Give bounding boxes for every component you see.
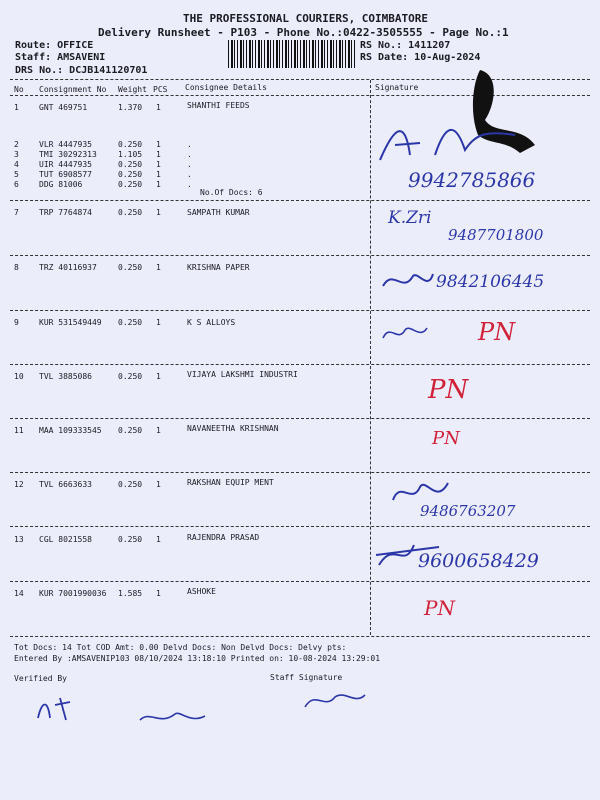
row-consignee: KRISHNA PAPER bbox=[187, 263, 250, 272]
row-consignment: TVL 6663633 bbox=[39, 480, 92, 489]
verifier-signature bbox=[30, 690, 230, 735]
row-consignment: KUR 7001990036 bbox=[39, 589, 107, 598]
col-consignee: Consignee Details bbox=[185, 83, 267, 92]
row-pcs: 1 bbox=[156, 170, 161, 179]
barcode bbox=[228, 40, 356, 68]
rs-date: RS Date: 10-Aug-2024 bbox=[360, 52, 481, 63]
row-pcs: 1 bbox=[156, 372, 161, 381]
row-consignee: . bbox=[187, 160, 192, 169]
row-divider bbox=[10, 255, 590, 256]
row-no: 8 bbox=[14, 263, 19, 272]
row-pcs: 1 bbox=[156, 426, 161, 435]
row-consignee: VIJAYA LAKSHMI INDUSTRI bbox=[187, 370, 298, 379]
row-weight: 0.250 bbox=[118, 372, 143, 381]
row-no: 13 bbox=[14, 535, 24, 544]
row-pcs: 1 bbox=[156, 535, 161, 544]
staff-label: Staff: AMSAVENI bbox=[15, 52, 106, 63]
runsheet-title: Delivery Runsheet - P103 - Phone No.:0422-3505555 - Page No.:1 bbox=[98, 26, 509, 39]
col-no: No bbox=[14, 85, 24, 94]
row-consignee: RAJENDRA PRASAD bbox=[187, 533, 260, 542]
row-divider bbox=[10, 636, 590, 637]
row-consignee: ASHOKE bbox=[187, 587, 216, 596]
row-divider bbox=[10, 310, 590, 311]
row-pcs: 1 bbox=[156, 480, 161, 489]
row-divider bbox=[10, 418, 590, 419]
row-pcs: 1 bbox=[156, 318, 161, 327]
row-consignee: SAMPATH KUMAR bbox=[187, 208, 250, 217]
row-no: 11 bbox=[14, 426, 24, 435]
row-pcs: 1 bbox=[156, 180, 161, 189]
handwritten-phone: 9487701800 bbox=[448, 226, 544, 244]
row-pcs: 1 bbox=[156, 150, 161, 159]
row-weight: 0.250 bbox=[118, 480, 143, 489]
handwritten-name: K.Zri bbox=[388, 208, 432, 228]
row-no: 1 bbox=[14, 103, 19, 112]
row-consignment: TUT 6908577 bbox=[39, 170, 92, 179]
drs-number: DRS No.: DCJB141120701 bbox=[15, 65, 148, 76]
row-weight: 0.250 bbox=[118, 180, 143, 189]
no-of-docs: No.Of Docs: 6 bbox=[200, 188, 263, 197]
row-consignment: UIR 4447935 bbox=[39, 160, 92, 169]
pn-mark: PN bbox=[424, 596, 455, 620]
row-divider bbox=[10, 581, 590, 582]
row-pcs: 1 bbox=[156, 140, 161, 149]
row-pcs: 1 bbox=[156, 263, 161, 272]
row-consignee: . bbox=[187, 170, 192, 179]
row-consignment: MAA 109333545 bbox=[39, 426, 102, 435]
row-consignment: KUR 531549449 bbox=[39, 318, 102, 327]
row-weight: 0.250 bbox=[118, 263, 143, 272]
col-consignment: Consignment No bbox=[39, 85, 107, 94]
signature-scribble bbox=[378, 266, 438, 296]
row-weight: 1.370 bbox=[118, 103, 143, 112]
row-no: 9 bbox=[14, 318, 19, 327]
row-divider bbox=[10, 526, 590, 527]
staff-signature-label: Staff Signature bbox=[270, 673, 343, 682]
signature-column-divider bbox=[370, 80, 371, 635]
verified-by-label: Verified By bbox=[14, 674, 67, 683]
row-divider bbox=[10, 472, 590, 473]
handwritten-phone: 9600658429 bbox=[418, 550, 539, 572]
row-no: 5 bbox=[14, 170, 19, 179]
row-consignee: . bbox=[187, 150, 192, 159]
row-no: 3 bbox=[14, 150, 19, 159]
row-no: 14 bbox=[14, 589, 24, 598]
row-consignment: TMI 30292313 bbox=[39, 150, 97, 159]
staff-signature bbox=[300, 685, 370, 715]
row-consignee: . bbox=[187, 180, 192, 189]
row-no: 12 bbox=[14, 480, 24, 489]
row-no: 2 bbox=[14, 140, 19, 149]
row-consignment: TRZ 40116937 bbox=[39, 263, 97, 272]
row-weight: 1.585 bbox=[118, 589, 143, 598]
rs-number: RS No.: 1411207 bbox=[360, 40, 451, 51]
row-consignment: CGL 8021558 bbox=[39, 535, 92, 544]
row-no: 7 bbox=[14, 208, 19, 217]
row-divider bbox=[10, 364, 590, 365]
row-weight: 0.250 bbox=[118, 318, 143, 327]
totals-line: Tot Docs: 14 Tot COD Amt: 0.00 Delvd Docs: Non Delvd Docs: Delvy pts: bbox=[14, 643, 347, 652]
signature-scribble bbox=[380, 318, 430, 346]
row-consignee: . bbox=[187, 140, 192, 149]
row-weight: 0.250 bbox=[118, 426, 143, 435]
row-weight: 0.250 bbox=[118, 208, 143, 217]
row-pcs: 1 bbox=[156, 160, 161, 169]
row-pcs: 1 bbox=[156, 589, 161, 598]
row-pcs: 1 bbox=[156, 103, 161, 112]
col-pcs: PCS bbox=[153, 85, 168, 94]
pn-mark: PN bbox=[478, 318, 516, 346]
row-consignee: SHANTHI FEEDS bbox=[187, 101, 250, 110]
row-no: 4 bbox=[14, 160, 19, 169]
row-pcs: 1 bbox=[156, 208, 161, 217]
row-consignee: RAKSHAN EQUIP MENT bbox=[187, 478, 274, 487]
row-weight: 0.250 bbox=[118, 160, 143, 169]
handwritten-phone: 9486763207 bbox=[420, 502, 516, 520]
row-no: 6 bbox=[14, 180, 19, 189]
row-consignment: TRP 7764874 bbox=[39, 208, 92, 217]
row-weight: 0.250 bbox=[118, 170, 143, 179]
row-consignee: K S ALLOYS bbox=[187, 318, 236, 327]
row-consignment: GNT 469751 bbox=[39, 103, 88, 112]
pn-mark: PN bbox=[428, 375, 469, 405]
row-weight: 1.105 bbox=[118, 150, 143, 159]
row-consignment: DDG 81006 bbox=[39, 180, 83, 189]
col-signature: Signature bbox=[375, 83, 419, 92]
handwritten-phone: 9942785866 bbox=[408, 168, 536, 192]
route-label: Route: OFFICE bbox=[15, 40, 94, 51]
pn-mark: PN bbox=[432, 428, 460, 449]
signature-scribble bbox=[375, 115, 525, 170]
row-divider bbox=[10, 200, 590, 201]
row-consignee: NAVANEETHA KRISHNAN bbox=[187, 424, 279, 433]
row-consignment: TVL 3885086 bbox=[39, 372, 92, 381]
col-weight: Weight bbox=[118, 85, 147, 94]
company-title: THE PROFESSIONAL COURIERS, COIMBATORE bbox=[183, 12, 429, 25]
row-no: 10 bbox=[14, 372, 24, 381]
handwritten-phone: 9842106445 bbox=[436, 272, 545, 292]
entered-by-line: Entered By :AMSAVENIP103 08/10/2024 13:18:10 Printed on: 10-08-2024 13:29:01 bbox=[14, 654, 381, 663]
row-consignment: VLR 4447935 bbox=[39, 140, 92, 149]
row-weight: 0.250 bbox=[118, 140, 143, 149]
row-weight: 0.250 bbox=[118, 535, 143, 544]
